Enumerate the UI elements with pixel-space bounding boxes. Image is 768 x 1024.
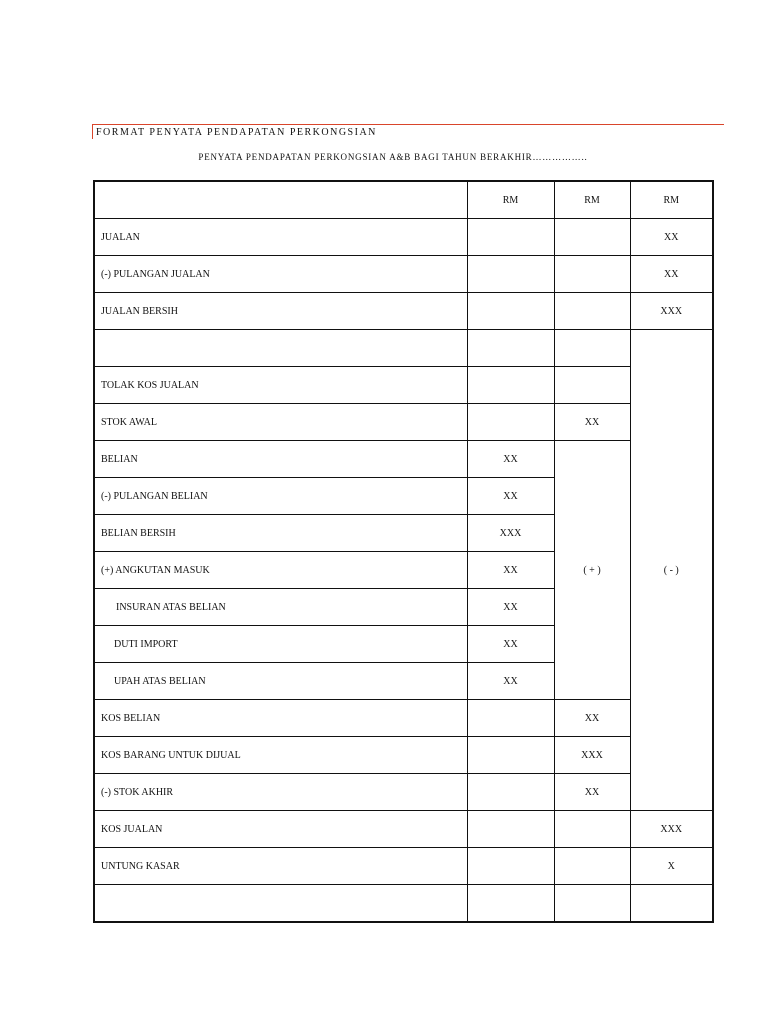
table-row [94, 293, 713, 330]
table-row [94, 737, 713, 774]
cell-col2 [554, 293, 630, 330]
cell-col1 [467, 774, 554, 811]
row-label: BELIAN BERSIH [94, 515, 467, 552]
table-row [94, 219, 713, 256]
cell-col2 [554, 811, 630, 848]
cell-col3: XXX [630, 811, 713, 848]
row-label: JUALAN [94, 219, 467, 256]
cell-col2 [554, 848, 630, 885]
row-label: (-) STOK AKHIR [94, 774, 467, 811]
cell-col1: XX [467, 663, 554, 700]
row-label: BELIAN [94, 441, 467, 478]
row-label: INSURAN ATAS BELIAN [94, 589, 467, 626]
heading-rule [92, 124, 724, 139]
cell-col3: XX [630, 256, 713, 293]
column-header-rm-1: RM [467, 181, 554, 219]
row-label: KOS JUALAN [94, 811, 467, 848]
cell-col3 [630, 885, 713, 923]
row-label: (+) ANGKUTAN MASUK [94, 552, 467, 589]
cell-col1: XX [467, 441, 554, 478]
statement-subtitle: PENYATA PENDAPATAN PERKONGSIAN A&B BAGI TAHUN BERAKHIR…………….. [198, 152, 588, 162]
row-label [94, 330, 467, 367]
cell-col3: XXX [630, 293, 713, 330]
table-row [94, 367, 713, 404]
page-heading: FORMAT PENYATA PENDAPATAN PERKONGSIAN [96, 127, 377, 138]
cell-col2: XX [554, 700, 630, 737]
plus-sign-merged-cell: ( + ) [554, 441, 630, 700]
cell-col1 [467, 330, 554, 367]
table-row [94, 885, 713, 923]
row-label: UPAH ATAS BELIAN [94, 663, 467, 700]
cell-col1 [467, 737, 554, 774]
cell-col3: X [630, 848, 713, 885]
cell-col1: XX [467, 478, 554, 515]
table-row [94, 774, 713, 811]
table-row [94, 441, 713, 478]
cell-col1 [467, 293, 554, 330]
cell-col1 [467, 811, 554, 848]
row-label: KOS BELIAN [94, 700, 467, 737]
cell-col2 [554, 256, 630, 293]
cell-col1: XX [467, 589, 554, 626]
cell-col2: XX [554, 774, 630, 811]
cell-col2 [554, 885, 630, 923]
row-label: UNTUNG KASAR [94, 848, 467, 885]
row-label: KOS BARANG UNTUK DIJUAL [94, 737, 467, 774]
income-statement-table [93, 180, 714, 923]
cell-col2 [554, 219, 630, 256]
table-row [94, 700, 713, 737]
cell-col2: XX [554, 404, 630, 441]
cell-col1 [467, 256, 554, 293]
cell-col1 [467, 885, 554, 923]
cell-col2 [554, 367, 630, 404]
table-row [94, 256, 713, 293]
table-row [94, 811, 713, 848]
row-label: (-) PULANGAN JUALAN [94, 256, 467, 293]
header-blank-cell [94, 181, 467, 219]
row-label: DUTI IMPORT [94, 626, 467, 663]
row-label: TOLAK KOS JUALAN [94, 367, 467, 404]
cell-col1 [467, 404, 554, 441]
cell-col1 [467, 700, 554, 737]
row-label: (-) PULANGAN BELIAN [94, 478, 467, 515]
cell-col1: XX [467, 552, 554, 589]
cell-col3: XX [630, 219, 713, 256]
table-row [94, 848, 713, 885]
cell-col1 [467, 848, 554, 885]
minus-sign-merged-cell: ( - ) [630, 330, 713, 811]
column-header-rm-2: RM [554, 181, 630, 219]
cell-col1 [467, 367, 554, 404]
cell-col1: XXX [467, 515, 554, 552]
row-label [94, 885, 467, 923]
row-label: JUALAN BERSIH [94, 293, 467, 330]
cell-col2 [554, 330, 630, 367]
table-row [94, 330, 713, 367]
cell-col1 [467, 219, 554, 256]
row-label: STOK AWAL [94, 404, 467, 441]
column-header-rm-3: RM [630, 181, 713, 219]
table-header-row [94, 181, 713, 219]
table-row [94, 404, 713, 441]
cell-col1: XX [467, 626, 554, 663]
cell-col2: XXX [554, 737, 630, 774]
